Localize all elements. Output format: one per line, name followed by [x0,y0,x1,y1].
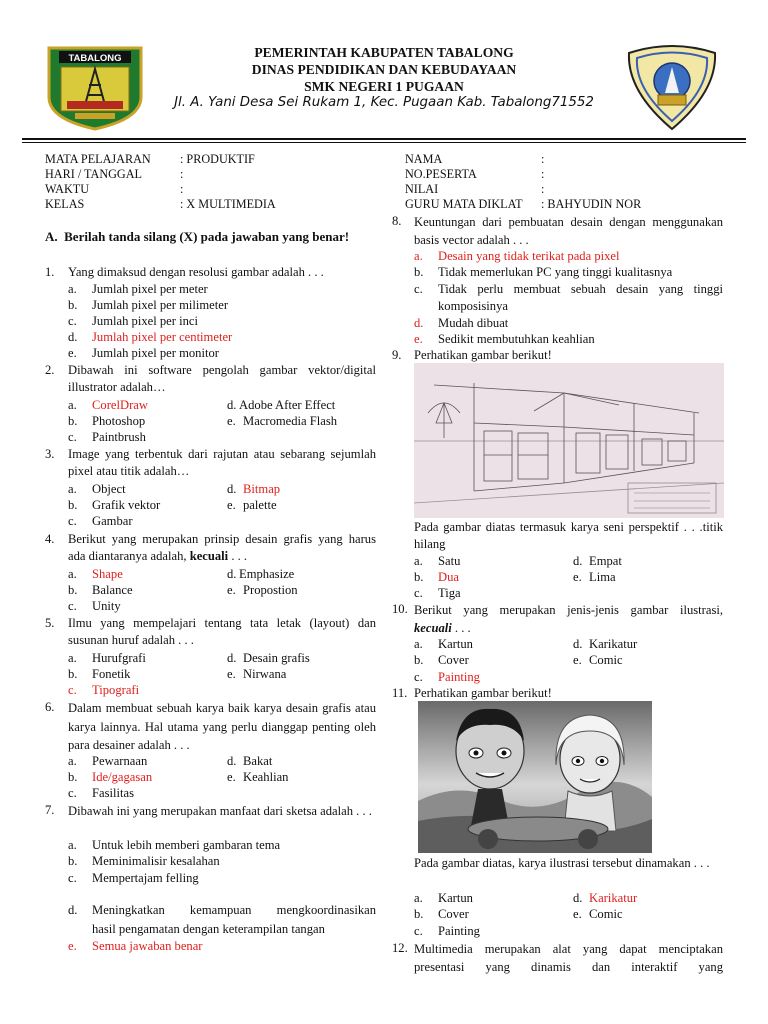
caricature-illustration-image [418,701,652,853]
option-b[interactable] [414,264,672,280]
option-text: Jumlah pixel per meter [92,282,208,296]
option-c[interactable] [68,870,199,886]
option-text: Tidak perlu membuat sebuah desain yang tinggi komposisinya [438,282,723,313]
option-e[interactable] [68,345,219,361]
option-letter: e. [227,498,236,512]
option-e[interactable] [227,666,286,682]
option-letter: d. [573,891,583,905]
option-letter: a. [414,891,423,905]
option-text: Comic [589,907,623,921]
option-d[interactable] [227,481,280,497]
option-text: Desain grafis [243,651,310,665]
option-d[interactable] [227,566,294,582]
info-value: : [541,152,545,166]
question-text-main: Berikut yang merupakan jenis-jenis gambar ilustrasi, [414,603,723,617]
option-text-correct: CorelDraw [92,398,148,412]
question-emphasis: kecuali [189,548,229,563]
option-letter: c. [414,282,423,296]
info-label: NILAI [405,182,439,196]
option-letter: b. [414,907,424,921]
question-number: 4. [45,532,55,546]
option-text: Object [92,482,126,496]
option-b[interactable] [414,569,459,585]
option-a[interactable] [68,397,148,413]
info-value: : [541,167,545,181]
option-text: Empat [589,554,622,568]
option-e[interactable] [227,769,288,785]
option-d-line-2: hasil pengamatan dengan keterampilan tangan [92,922,325,936]
option-e[interactable] [573,652,623,668]
option-text: Cover [438,907,469,921]
option-c[interactable] [68,682,139,698]
option-letter: e. [68,346,77,360]
option-e[interactable] [573,569,616,585]
option-d[interactable] [68,902,92,918]
info-label: WAKTU [45,182,89,196]
question-text [414,601,723,637]
option-c[interactable] [68,313,198,329]
info-label: HARI / TANGGAL [45,167,142,181]
option-letter: c. [68,430,77,444]
option-letter: d. [573,637,583,651]
option-d-line-1: Meningkatkan kemampuan mengkoordinasikan [92,903,376,917]
option-b[interactable] [68,413,145,429]
option-text-correct: Ide/gagasan [92,770,153,784]
header-line-2: DINAS PENDIDIKAN DAN KEBUDAYAAN [251,62,517,77]
option-letter: a. [68,482,77,496]
option-letter: c. [68,871,77,885]
option-text: Sedikit membutuhkan keahlian [438,332,595,346]
question-text: Perhatikan gambar berikut! [414,348,552,362]
question-number: 3. [45,447,55,461]
option-letter: e. [227,667,236,681]
option-text: Mempertajam felling [92,871,199,885]
option-text: Lima [589,570,616,584]
option-a[interactable] [414,248,620,264]
option-b[interactable] [68,297,228,313]
option-text: Photoshop [92,414,146,428]
option-e[interactable] [227,497,277,513]
option-letter: a. [68,282,77,296]
option-b[interactable] [414,652,469,668]
option-text: Balance [92,583,133,597]
question-number: 12. [392,941,408,955]
option-letter: e. [227,414,236,428]
option-letter: e. [573,907,582,921]
section-title [45,229,349,245]
option-b[interactable] [414,906,469,922]
option-text: Jumlah pixel per inci [92,314,198,328]
option-letter: b. [68,498,78,512]
header-rule-thick [22,138,746,140]
section-letter: A. [45,229,58,244]
option-d[interactable] [227,397,335,413]
option-c[interactable] [68,785,134,801]
option-letter: e. [573,653,582,667]
option-text-correct: Semua jawaban benar [92,939,203,953]
info-label: NO.PESERTA [405,167,477,181]
option-letter: b. [68,854,78,868]
option-text: Gambar [92,514,133,528]
option-text: palette [243,498,277,512]
option-text-correct: Karikatur [589,891,638,905]
option-c[interactable] [414,669,480,685]
question-number: 11. [392,686,408,700]
question-number: 2. [45,363,55,377]
option-text: Pewarnaan [92,754,148,768]
option-a[interactable] [414,636,473,652]
option-text: Mudah dibuat [438,316,509,330]
question-number: 1. [45,265,55,279]
option-d[interactable] [414,315,508,331]
option-a[interactable] [68,566,123,582]
image-caption: Pada gambar diatas termasuk karya seni perspektif . . .titik hilang [414,520,723,551]
option-c[interactable] [68,429,146,445]
option-text: Untuk lebih memberi gambaran tema [92,838,281,852]
option-letter: d. [68,903,78,917]
option-c[interactable] [68,513,133,529]
option-text: Satu [438,554,461,568]
option-text: Paintbrush [92,430,146,444]
option-letter: c. [414,670,423,684]
question-number: 5. [45,616,55,630]
option-text-correct: Dua [438,570,459,584]
option-text: Painting [438,924,480,938]
question-text [68,531,376,565]
option-letter: b. [68,770,78,784]
option-e[interactable] [573,906,623,922]
option-d[interactable] [227,753,272,769]
option-b[interactable] [68,666,130,682]
option-text: Tiga [438,586,461,600]
option-b[interactable] [68,582,133,598]
logo-text: TABALONG [68,53,122,64]
question-text-main: Berikut yang merupakan prinsip desain grafis yang harus ada diantaranya adalah, [68,532,376,563]
question-text: Perhatikan gambar berikut! [414,686,552,700]
option-text-correct: Desain yang tidak terikat pada pixel [438,249,620,263]
option-text: Jumlah pixel per milimeter [92,298,229,312]
option-text-correct: Shape [92,567,123,581]
question-text: Keuntungan dari pembuatan desain dengan menggunakan basis vector adalah . . . [414,215,723,247]
question-number: 7. [45,803,55,817]
option-text: Hurufgrafi [92,651,146,665]
option-b[interactable] [68,769,152,785]
option-d[interactable] [68,329,232,345]
option-letter: a. [414,637,423,651]
question-number: 6. [45,700,55,714]
question-text: Image yang terbentuk dari rajutan atau sebarang sejumlah pixel atau titik adalah… [68,447,376,478]
option-letter: d. [227,482,237,496]
option-letter: e. [573,570,582,584]
option-letter: a. [414,554,423,568]
option-letter: b. [414,570,424,584]
option-text-correct: Painting [438,670,480,684]
header-line-1: PEMERINTAH KABUPATEN TABALONG [254,45,514,60]
option-a[interactable] [414,553,460,569]
question-text: Multimedia merupakan alat yang dapat menciptakan presentasi yang dinamis dan interaktif yang [414,942,723,974]
question-number: 9. [392,348,402,362]
info-label: KELAS [45,197,85,211]
option-text: Emphasize [239,567,295,581]
option-letter: b. [68,414,78,428]
question-text: Ilmu yang mempelajari tentang tata letak (layout) dan susunan huruf adalah . . . [68,616,376,647]
info-value: : [180,182,184,196]
option-b[interactable] [68,853,220,869]
question-text: Dibawah ini software pengolah gambar vektor/digital illustrator adalah… [68,363,376,394]
option-b[interactable] [68,497,160,513]
option-letter: c. [68,599,77,613]
option-letter: b. [414,265,424,279]
option-text: Fasilitas [92,786,134,800]
option-text: Unity [92,599,121,613]
option-letter: e. [227,770,236,784]
section-text: Berilah tanda silang (X) pada jawaban yang benar! [64,229,350,244]
option-c[interactable] [414,923,480,939]
option-letter: c. [414,924,423,938]
option-text: Bakat [243,754,273,768]
option-letter: d. [227,398,237,412]
info-value: : PRODUKTIF [180,152,255,166]
option-text-correct: Tipografi [92,683,140,697]
option-text: Jumlah pixel per monitor [92,346,219,360]
info-value: : [180,167,184,181]
option-text: Karikatur [589,637,638,651]
option-a[interactable] [68,481,126,497]
option-text: Propostion [243,583,298,597]
option-text: Grafik vektor [92,498,161,512]
header-address: Jl. A. Yani Desa Sei Rukam 1, Kec. Pugaan Kab. Tabalong71552 [174,95,594,110]
option-text: Nirwana [243,667,287,681]
option-text: Cover [438,653,469,667]
option-e[interactable] [414,331,595,347]
info-value: : BAHYUDIN NOR [541,197,642,211]
question-number: 10. [392,602,408,616]
info-value: : X MULTIMEDIA [180,197,276,211]
option-text-correct: Bitmap [243,482,281,496]
info-label: GURU MATA DIKLAT [405,197,523,211]
option-letter: c. [68,314,77,328]
option-letter: a. [68,754,77,768]
info-label: MATA PELAJARAN [45,152,151,166]
option-letter: d. [414,316,424,330]
question-text: Yang dimaksud dengan resolusi gambar adalah . . . [68,265,324,279]
info-label: NAMA [405,152,443,166]
option-letter: a. [68,567,77,581]
question-emphasis: kecuali [414,621,452,635]
option-text: Meminimalisir kesalahan [92,854,220,868]
option-d[interactable] [227,650,310,666]
option-letter: c. [68,683,77,697]
option-text: Tidak memerlukan PC yang tinggi kualitasnya [438,265,673,279]
option-letter: c. [68,786,77,800]
option-text: Fonetik [92,667,131,681]
option-letter: d. [227,754,237,768]
option-letter: b. [68,583,78,597]
question-text: Dalam membuat sebuah karya baik karya desain grafis atau karya lainnya. Hal utama yang perlu dianggap penting oleh para desainer adalah . . . [68,701,376,752]
question-dots: . . . [451,621,471,635]
option-c[interactable] [414,585,461,601]
option-letter: a. [68,651,77,665]
info-value: : [541,182,545,196]
question-dots: . . . [228,548,248,563]
option-letter: b. [414,653,424,667]
option-letter: a. [414,249,423,263]
image-caption: Pada gambar diatas, karya ilustrasi tersebut dinamakan . . . [414,856,710,870]
option-text: Comic [589,653,623,667]
header-rule-thin [22,142,746,143]
option-e[interactable] [227,582,298,598]
option-a[interactable] [414,890,473,906]
option-letter: e. [68,939,77,953]
option-a[interactable] [68,281,208,297]
option-e[interactable] [68,938,203,954]
option-letter: b. [68,667,78,681]
option-letter: a. [68,398,77,412]
option-c[interactable] [414,281,723,315]
option-letter: d. [573,554,583,568]
option-letter: e. [227,583,236,597]
option-c[interactable] [68,598,121,614]
option-letter: c. [68,514,77,528]
option-d[interactable] [573,553,622,569]
option-a[interactable] [68,837,280,853]
option-a[interactable] [68,753,147,769]
perspective-drawing-image [414,363,724,518]
header-line-3: SMK NEGERI 1 PUGAAN [304,79,464,94]
option-letter: d. [227,567,237,581]
option-letter: a. [68,838,77,852]
option-text: Macromedia Flash [243,414,338,428]
option-letter: e. [414,332,423,346]
option-letter: d. [227,651,237,665]
option-text-correct: Jumlah pixel per centimeter [92,330,233,344]
option-text: Kartun [438,637,473,651]
option-d[interactable] [573,890,637,906]
question-text: Dibawah ini yang merupakan manfaat dari sketsa adalah . . . [68,804,372,818]
option-d[interactable] [573,636,637,652]
option-letter: c. [414,586,423,600]
option-a[interactable] [68,650,146,666]
option-text: Kartun [438,891,473,905]
option-e[interactable] [227,413,337,429]
option-text: Keahlian [243,770,289,784]
question-number: 8. [392,214,402,228]
option-text: Adobe After Effect [239,398,336,412]
option-letter: b. [68,298,78,312]
option-letter: d. [68,330,78,344]
